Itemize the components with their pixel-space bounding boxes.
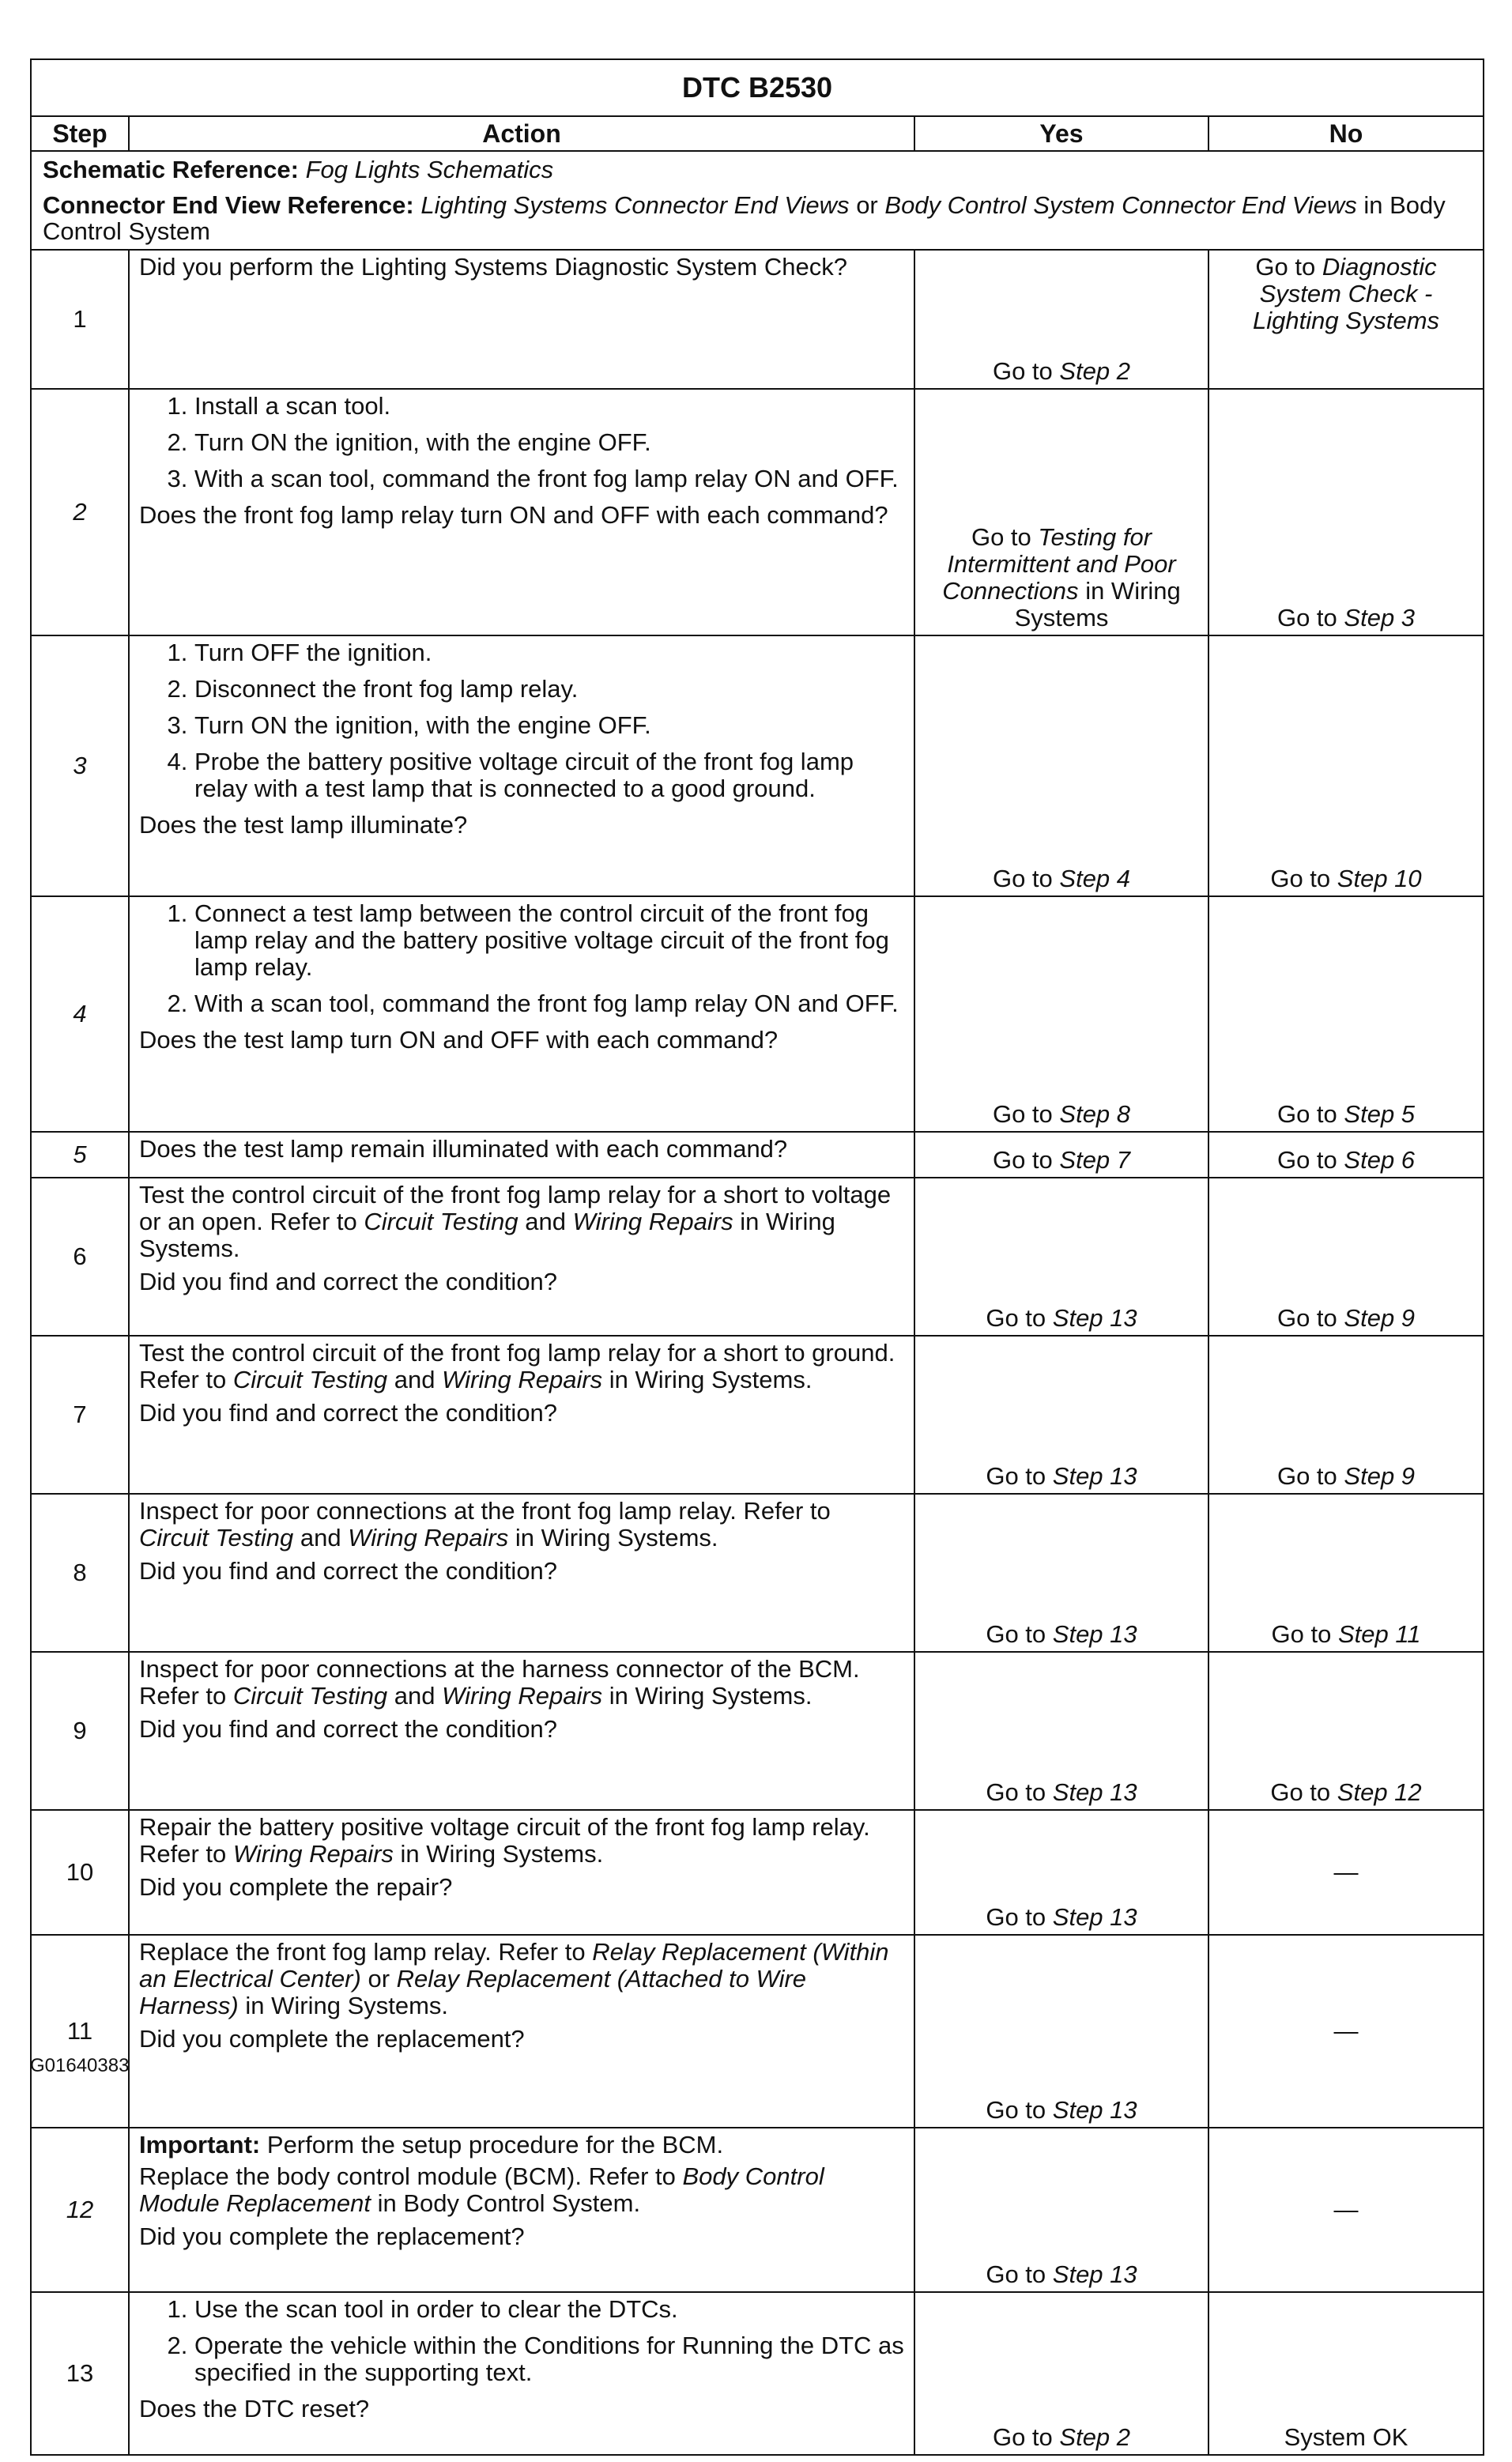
reference-link[interactable]: Wiring Repairs bbox=[442, 1366, 603, 1393]
action-text-part: Replace the front fog lamp relay. Refer to bbox=[139, 1938, 586, 1966]
goto-link[interactable]: Step 13 bbox=[1052, 1778, 1137, 1806]
no-result bbox=[1208, 635, 1484, 896]
goto-link[interactable]: Step 7 bbox=[1059, 1146, 1131, 1174]
action-text-part: in Body Control System. bbox=[377, 2189, 641, 2217]
goto-label: Go to bbox=[986, 1778, 1046, 1806]
goto-link[interactable]: Step 13 bbox=[1052, 2096, 1137, 2124]
no-result bbox=[1208, 1336, 1484, 1494]
no-result bbox=[1208, 389, 1484, 635]
yes-result bbox=[914, 250, 1208, 389]
table-row bbox=[31, 1132, 1484, 1178]
step-number: 12 bbox=[31, 2128, 129, 2292]
action-question: Did you find and correct the condition? bbox=[139, 1715, 558, 1743]
dtc-document bbox=[30, 58, 1483, 2462]
action-list-item: 1. Use the scan tool in order to clear the DTCs. bbox=[194, 2296, 906, 2323]
step-rows bbox=[31, 250, 1484, 2455]
reference-link[interactable]: Circuit Testing bbox=[232, 1682, 388, 1710]
action-question: Does the test lamp illuminate? bbox=[139, 811, 468, 839]
reference-link[interactable]: Circuit Testing bbox=[364, 1208, 518, 1235]
yes-result bbox=[914, 1178, 1208, 1336]
goto-label: Go to bbox=[1271, 1620, 1332, 1648]
goto-link[interactable]: Step 13 bbox=[1052, 2260, 1137, 2288]
goto-label: Go to bbox=[986, 1620, 1046, 1648]
step-number: 13 bbox=[31, 2292, 129, 2455]
goto-link[interactable]: Step 6 bbox=[1344, 1146, 1416, 1174]
action-list-item: 1. Install a scan tool. bbox=[194, 393, 906, 420]
action-text-part: or bbox=[368, 1965, 390, 1993]
goto-label: Go to bbox=[992, 865, 1053, 892]
action-text bbox=[139, 1939, 906, 2019]
goto-label: Go to bbox=[1255, 253, 1316, 281]
yes-result bbox=[914, 2292, 1208, 2455]
goto-link[interactable]: Step 4 bbox=[1059, 865, 1131, 892]
header-action: Action bbox=[129, 116, 914, 151]
yes-result bbox=[914, 1935, 1208, 2128]
no-result bbox=[1208, 1178, 1484, 1336]
goto-link[interactable]: Testing for Intermittent and Poor Connections bbox=[942, 523, 1176, 605]
action-text-part: Replace the body control module (BCM). Refer to bbox=[139, 2162, 676, 2190]
important-text: Perform the setup procedure for the BCM. bbox=[266, 2131, 724, 2158]
goto-link[interactable]: Step 13 bbox=[1052, 1462, 1137, 1490]
goto-label: Go to bbox=[986, 2096, 1046, 2124]
action-question: Did you find and correct the condition? bbox=[139, 1399, 558, 1427]
no-action-dash: — bbox=[1333, 2196, 1359, 2223]
step-action bbox=[129, 1494, 914, 1652]
step-number: 5 bbox=[31, 1132, 129, 1178]
no-action-dash: — bbox=[1333, 1858, 1359, 1886]
goto-link[interactable]: Step 10 bbox=[1337, 865, 1422, 892]
action-text-part: and bbox=[394, 1366, 436, 1393]
schematic-reference-link[interactable]: Fog Lights Schematics bbox=[305, 156, 554, 183]
yes-result bbox=[914, 1494, 1208, 1652]
action-text-part: in Wiring Systems. bbox=[609, 1682, 813, 1710]
action-question: Does the DTC reset? bbox=[139, 2395, 370, 2422]
goto-label: Go to bbox=[971, 523, 1031, 551]
action-list-item: 1. Connect a test lamp between the control circuit of the front fog lamp relay and the battery positive voltage circuit of the front fog lamp relay. bbox=[194, 900, 906, 981]
step-action bbox=[129, 2292, 914, 2455]
goto-label: Go to bbox=[992, 357, 1053, 385]
yes-result bbox=[914, 896, 1208, 1132]
step-action bbox=[129, 896, 914, 1132]
step-number: 10 bbox=[31, 1810, 129, 1935]
step-action bbox=[129, 389, 914, 635]
action-list-item: 4. Probe the battery positive voltage circuit of the front fog lamp relay with a test lamp that is connected to a good ground. bbox=[194, 748, 906, 802]
no-result bbox=[1208, 2128, 1484, 2292]
action-text-part: in Wiring Systems. bbox=[400, 1840, 604, 1868]
table-row bbox=[31, 2292, 1484, 2455]
goto-link[interactable]: Diagnostic System Check - Lighting Systems bbox=[1252, 253, 1440, 334]
table-row bbox=[31, 1178, 1484, 1336]
reference-link[interactable]: Relay Replacement (Within an Electrical Center) bbox=[139, 1938, 889, 1993]
action-text bbox=[139, 1498, 906, 1551]
action-text-part: Repair the battery positive voltage circuit of the front fog lamp relay. Refer to bbox=[139, 1813, 870, 1868]
goto-label: Go to bbox=[992, 1146, 1053, 1174]
action-text-part: in Wiring Systems. bbox=[609, 1366, 813, 1393]
goto-label: Go to bbox=[986, 1304, 1046, 1332]
action-list bbox=[139, 900, 906, 1017]
no-result bbox=[1208, 1132, 1484, 1178]
yes-result bbox=[914, 2128, 1208, 2292]
goto-label: Go to bbox=[986, 1462, 1046, 1490]
goto-label: Go to bbox=[1276, 1146, 1337, 1174]
action-question: Does the front fog lamp relay turn ON and OFF with each command? bbox=[139, 501, 888, 529]
yes-result bbox=[914, 1336, 1208, 1494]
action-text bbox=[139, 1182, 906, 1262]
no-result bbox=[1208, 250, 1484, 389]
goto-link[interactable]: Step 5 bbox=[1344, 1100, 1416, 1128]
step-action bbox=[129, 1132, 914, 1178]
goto-link[interactable]: Step 13 bbox=[1052, 1304, 1137, 1332]
goto-link[interactable]: Step 13 bbox=[1052, 1620, 1137, 1648]
connector-in: in Body Control System bbox=[43, 191, 1446, 245]
reference-link[interactable]: Wiring Repairs bbox=[232, 1840, 394, 1868]
figure-id: G01640383 bbox=[30, 2055, 130, 2076]
reference-link[interactable]: Wiring Repairs bbox=[572, 1208, 733, 1235]
step-number: 9 bbox=[31, 1652, 129, 1810]
connector-reference-link-1[interactable]: Lighting Systems Connector End Views bbox=[420, 191, 850, 219]
step-number: 1 bbox=[31, 250, 129, 389]
action-text bbox=[139, 2163, 906, 2217]
goto-label: Go to bbox=[1270, 1778, 1331, 1806]
step-action bbox=[129, 1336, 914, 1494]
action-text bbox=[139, 1814, 906, 1868]
table-row bbox=[31, 1494, 1484, 1652]
step-number: 4 bbox=[31, 896, 129, 1132]
action-text-part: Test the control circuit of the front fog lamp relay for a short to voltage or an open. Refer to bbox=[139, 1181, 892, 1235]
goto-link[interactable]: Step 3 bbox=[1344, 604, 1416, 632]
goto-label: Go to bbox=[1276, 1462, 1337, 1490]
action-text: Did you perform the Lighting Systems Diagnostic System Check? bbox=[139, 253, 847, 281]
step-number: 11 bbox=[31, 1935, 129, 2128]
yes-result bbox=[914, 635, 1208, 896]
step-number: 2 bbox=[31, 389, 129, 635]
important-note bbox=[139, 2132, 906, 2158]
header-yes: Yes bbox=[914, 116, 1208, 151]
schematic-reference bbox=[43, 156, 1472, 183]
goto-label: Go to bbox=[1270, 865, 1331, 892]
action-text-part: in Wiring Systems. bbox=[245, 1992, 449, 2019]
goto-link[interactable]: Step 8 bbox=[1059, 1100, 1131, 1128]
reference-block bbox=[31, 151, 1484, 250]
important-label: Important: bbox=[139, 2131, 261, 2158]
goto-link[interactable]: Step 11 bbox=[1337, 1620, 1421, 1648]
action-text bbox=[139, 1656, 906, 1710]
action-question: Does the test lamp turn ON and OFF with each command? bbox=[139, 1026, 779, 1054]
step-action bbox=[129, 250, 914, 389]
yes-result bbox=[914, 1652, 1208, 1810]
action-list-item: 2. Operate the vehicle within the Conditions for Running the DTC as specified in the supporting text. bbox=[194, 2332, 906, 2386]
table-row bbox=[31, 389, 1484, 635]
reference-link[interactable]: Wiring Repairs bbox=[348, 1524, 509, 1551]
result-text: System OK bbox=[1284, 2423, 1408, 2451]
action-question: Did you complete the replacement? bbox=[139, 2223, 525, 2250]
goto-label: Go to bbox=[1276, 1100, 1337, 1128]
table-row bbox=[31, 2128, 1484, 2292]
header-no: No bbox=[1208, 116, 1484, 151]
no-result bbox=[1208, 2292, 1484, 2455]
yes-result bbox=[914, 1132, 1208, 1178]
step-action bbox=[129, 1652, 914, 1810]
action-list-item: 1. Turn OFF the ignition. bbox=[194, 639, 906, 666]
table-row bbox=[31, 896, 1484, 1132]
action-text-part: in Wiring Systems. bbox=[515, 1524, 718, 1551]
reference-link[interactable]: Relay Replacement (Attached to Wire Harness) bbox=[139, 1965, 807, 2019]
goto-link[interactable]: Step 2 bbox=[1059, 357, 1131, 385]
connector-or: or bbox=[856, 191, 878, 219]
goto-link[interactable]: Step 9 bbox=[1344, 1304, 1416, 1332]
step-number: 8 bbox=[31, 1494, 129, 1652]
yes-result bbox=[914, 389, 1208, 635]
no-action-dash: — bbox=[1333, 2017, 1359, 2045]
yes-result bbox=[914, 1810, 1208, 1935]
table-row bbox=[31, 1935, 1484, 2128]
goto-label: Go to bbox=[986, 1903, 1046, 1931]
connector-reference-label: Connector End View Reference: bbox=[43, 191, 414, 219]
connector-reference bbox=[43, 192, 1472, 244]
action-list-item: 3. Turn ON the ignition, with the engine OFF. bbox=[194, 712, 906, 739]
action-question: Did you find and correct the condition? bbox=[139, 1268, 558, 1295]
step-action bbox=[129, 1178, 914, 1336]
goto-link[interactable]: Step 2 bbox=[1059, 2423, 1131, 2451]
reference-link[interactable]: Body Control Module Replacement bbox=[139, 2162, 824, 2217]
step-action bbox=[129, 1935, 914, 2128]
table-title: DTC B2530 bbox=[31, 59, 1484, 116]
step-number: 6 bbox=[31, 1178, 129, 1336]
step-action bbox=[129, 1810, 914, 1935]
action-list-item: 2. Turn ON the ignition, with the engine OFF. bbox=[194, 429, 906, 456]
goto-link[interactable]: Step 9 bbox=[1344, 1462, 1416, 1490]
no-result bbox=[1208, 1810, 1484, 1935]
no-result bbox=[1208, 896, 1484, 1132]
action-text-part: Inspect for poor connections at the front fog lamp relay. Refer to bbox=[139, 1497, 831, 1525]
goto-link[interactable]: Step 12 bbox=[1337, 1778, 1422, 1806]
goto-label: Go to bbox=[1276, 1304, 1337, 1332]
goto-suffix: in Wiring Systems bbox=[1014, 577, 1181, 632]
goto-label: Go to bbox=[992, 2423, 1053, 2451]
step-action bbox=[129, 2128, 914, 2292]
goto-label: Go to bbox=[986, 2260, 1046, 2288]
action-text: Does the test lamp remain illuminated with each command? bbox=[139, 1135, 788, 1163]
action-text bbox=[139, 1340, 906, 1393]
action-text-part: and bbox=[525, 1208, 566, 1235]
table-row bbox=[31, 1810, 1484, 1935]
connector-reference-link-2[interactable]: Body Control System Connector End Views bbox=[884, 191, 1357, 219]
reference-link[interactable]: Circuit Testing bbox=[232, 1366, 388, 1393]
action-text-part: in Wiring Systems. bbox=[139, 1208, 835, 1262]
no-result bbox=[1208, 1652, 1484, 1810]
no-result bbox=[1208, 1935, 1484, 2128]
action-question: Did you complete the repair? bbox=[139, 1873, 453, 1901]
action-text-part: and bbox=[300, 1524, 341, 1551]
reference-link[interactable]: Wiring Repairs bbox=[442, 1682, 603, 1710]
action-question: Did you complete the replacement? bbox=[139, 2025, 525, 2053]
step-number: 7 bbox=[31, 1336, 129, 1494]
action-list-item: 2. With a scan tool, command the front fog lamp relay ON and OFF. bbox=[194, 990, 906, 1017]
table-row bbox=[31, 250, 1484, 389]
goto-link[interactable]: Step 13 bbox=[1052, 1903, 1137, 1931]
goto-label: Go to bbox=[992, 1100, 1053, 1128]
action-text-part: Test the control circuit of the front fog lamp relay for a short to ground. Refer to bbox=[139, 1339, 896, 1393]
action-list bbox=[139, 2296, 906, 2386]
header-step: Step bbox=[31, 116, 129, 151]
table-row bbox=[31, 635, 1484, 896]
dtc-table bbox=[30, 58, 1484, 2456]
action-list-item: 3. With a scan tool, command the front fog lamp relay ON and OFF. bbox=[194, 466, 906, 492]
action-text-part: Inspect for poor connections at the harness connector of the BCM. Refer to bbox=[139, 1655, 860, 1710]
no-result bbox=[1208, 1494, 1484, 1652]
goto-label: Go to bbox=[1276, 604, 1337, 632]
action-list-item: 2. Disconnect the front fog lamp relay. bbox=[194, 676, 906, 703]
reference-link[interactable]: Circuit Testing bbox=[139, 1524, 294, 1551]
action-list bbox=[139, 639, 906, 802]
table-row bbox=[31, 1336, 1484, 1494]
table-row bbox=[31, 1652, 1484, 1810]
step-action bbox=[129, 635, 914, 896]
schematic-reference-label: Schematic Reference: bbox=[43, 156, 299, 183]
action-list bbox=[139, 393, 906, 492]
action-text-part: and bbox=[394, 1682, 436, 1710]
step-number: 3 bbox=[31, 635, 129, 896]
action-question: Did you find and correct the condition? bbox=[139, 1557, 558, 1585]
